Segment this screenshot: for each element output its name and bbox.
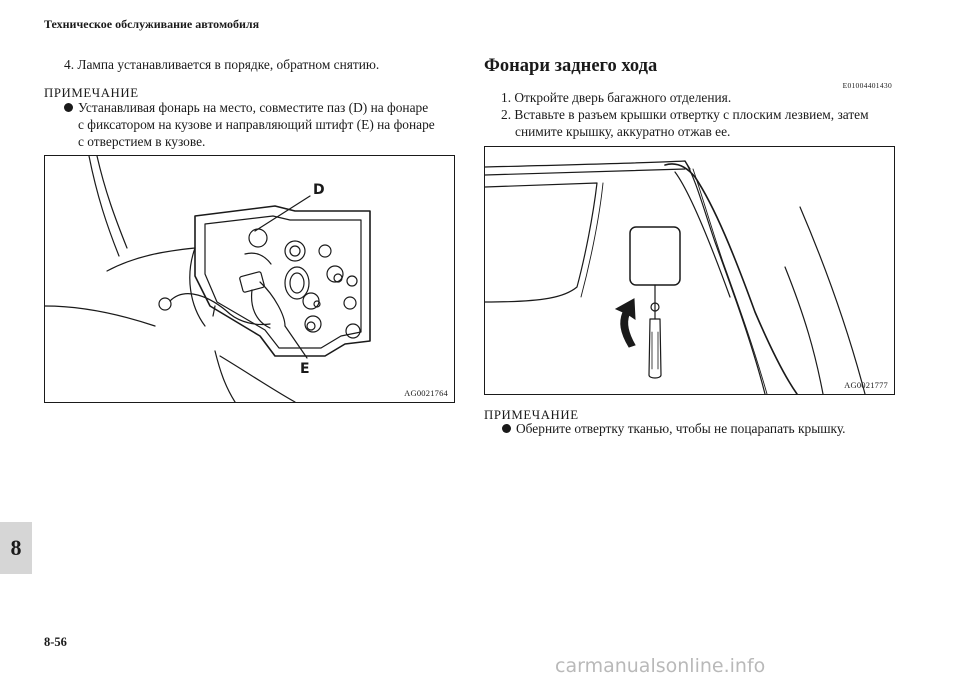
step-2-continued: снимите крышку, аккуратно отжав ее. [515,124,731,139]
figure-reverse-lamp [484,146,895,395]
figure-tail-lamp [44,155,455,403]
tailgate-illustration [485,147,894,394]
figure-code-right: AG0021777 [844,380,888,390]
bullet-dot [502,424,511,433]
watermark: carmanualsonline.info [555,655,766,677]
running-header: Техническое обслуживание автомобиля [44,17,260,31]
step-1-text: 1. Откройте дверь багажного отделения. [501,90,732,105]
tail-lamp-illustration [45,156,454,402]
note-text-right: Оберните отвертку тканью, чтобы не поцарапать крышку. [516,421,846,436]
page-number: 8-56 [44,635,67,649]
section-title: Фонари заднего хода [484,56,658,76]
step-4-text: 4. Лампа устанавливается в порядке, обратном снятию. [64,57,380,72]
note-heading-left: ПРИМЕЧАНИЕ [44,86,139,100]
figure-code-left: AG0021764 [404,388,448,398]
section-code: E01004401430 [842,81,892,90]
step-2-text: 2. Вставьте в разъем крышки отвертку с плоским лезвием, затем [501,107,869,122]
note-line-1: Устанавливая фонарь на место, совместите паз (D) на фонаре [78,100,429,115]
note-line-3: с отверстием в кузове. [78,134,206,149]
label-d: D [313,182,325,198]
note-line-2: с фиксатором на кузове и направляющий штифт (E) на фонаре [78,117,435,132]
label-e: E [300,361,310,377]
bullet-dot [64,103,73,112]
chapter-tab: 8 [0,522,32,574]
note-heading-right: ПРИМЕЧАНИЕ [484,408,579,422]
